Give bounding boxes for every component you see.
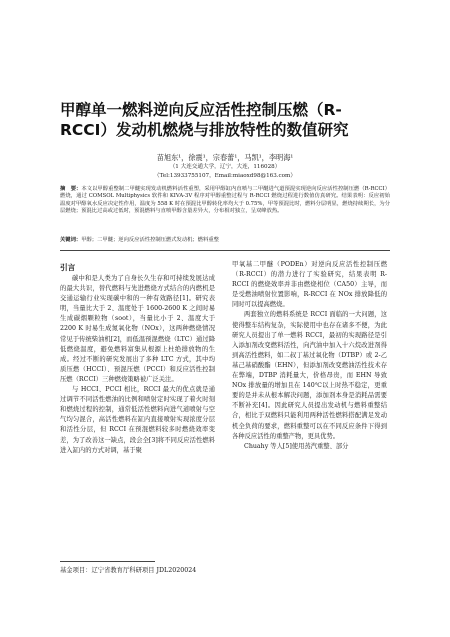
keywords	[60, 237, 390, 244]
right-paragraph-1: 甲氧基二甲醚（PODEn）对逆向反应活性控制压燃（R-RCCI）的潜力进行了实验研究，结果表明 R-RCCI 的燃烧效率并非由燃烧相位（CA50）主导，而是受燃油喷射位置影响，R-RCCI 在 NOx 排放降低的同时可以提高燃烧。	[232, 261, 387, 309]
keywords-text: 甲醇；二甲醚；逆向反应活性控制压燃式发动机；燃料重整	[81, 237, 219, 243]
authors: 苗旭东¹，徐震¹，宗春蕾¹，马凯¹，李明海¹	[156, 153, 294, 162]
section-heading-introduction: 引言	[60, 263, 76, 272]
right-column	[232, 260, 387, 452]
keywords-label: 关键词：	[60, 237, 82, 243]
intro-paragraph-1: 碳中和是人类为了自身长久生存和可持续发展达成的最大共识，替代燃料与先进燃烧方式结合的内燃机是交通运输行业实现碳中和的一种有效路径[1]。研究表明，当量比大于 2、温度处于 1600-2600 K 之间时易生成碳烟颗粒物（soot），当量比小于 2、温度大于 2200 K 时易生成氮氧化物（NOx），这两种燃烧情况常见于传统柴油机[2]，而低温预混燃烧（LTC）通过降低燃烧温度，避免燃料富集从根源上杜绝排放物的生成。经过不断的研究发展出了多种 LTC 方式，其中均质压燃（HCCI）、预混压燃（PCCI）和反应活性控制压燃（RCCI）三种燃烧策略被广泛关注。	[60, 275, 215, 383]
intro-paragraph-2: 与 HCCI、PCCI 相比，RCCI 最大的优点就是通过调节不同活性燃油的比例和喷射定时实现了着火时刻和燃烧过程的控制，通常低活性燃料向进气道喷射与空气均匀混合，高活性燃料在缸内直接喷射实现浓度分层和活性分层，但 RCCI 在预混燃料较多时燃烧效率变差，为了改善这一缺点，段会全[3]将不同反应活性燃料进入缸内的方式对调，基于聚	[60, 386, 215, 454]
abstract	[60, 186, 390, 215]
footnote-funding: 基金项目：辽宁省教育厅科研项目 JDL2020024	[60, 567, 197, 574]
footnote-divider	[60, 561, 155, 562]
title-line-2: RCCI）发动机燃烧与排放特性的数值研究	[60, 121, 349, 139]
left-column	[60, 262, 215, 456]
title-line-1: 甲醇单一燃料逆向反应活性控制压燃（R-	[60, 101, 342, 119]
header-divider	[60, 250, 390, 251]
right-paragraph-3: Chuahy 等人[5]使用蒸汽重整、部分	[244, 442, 349, 450]
affiliation: （1 大连交通大学，辽宁，大连，116028）	[169, 164, 281, 170]
abstract-text: 本文以甲醇重整制二甲醚实现发动机燃料活性重塑，采用甲醇缸内直喷与二甲醚进气道预混实现逆向反应活性控制压燃（R-RCCI）燃烧，通过 COMSOL Multiphysics 软件和 KIVA-3V 程序对甲醇重整过程与 R-RCCI 燃烧过程进行数值仿真研究。结果表明：反应初始温度对甲醇氧水反应决定性作用，温度为 558 K 时在预混比甲醇转化率均大于 0.75%，甲等预混比时，燃料分层明显，燃烧持续期长，为分层燃烧；预混比过高或过低时，预混燃料与直喷甲醇含量差异大，分布相对独立，呈双峰放热。	[60, 186, 390, 214]
right-paragraph-2: 两套独立的燃料系统是 RCCI 面临的一大问题，这使得整车结构复杂，实际使用中也存在诸多不便，为此研究人员提出了单一燃料 RCCI，最初的实现路径是引入添加剂改变燃料活性，向汽油中加入十六烷改进剂得到高活性燃料，如二叔丁基过氧化物（DTBP）或 2-乙基己基硝酸酯（EHN），但添加剂改变燃油活性技术存在弊端，DTBP 消耗量大，价格昂贵，而 EHN 导致 NOx 排放量的增加且在 140℃以上时热不稳定，更重要的是并未从根本解决问题，添加剂本身是消耗品需要不断补充[4]。因此研究人员提出发动机与燃料重整结合，相比于双燃料只能利用两种活性燃料搭配满足发动机全负荷的要求，燃料重整可以在不同反应条件下得到各种反应活性的重整产物，更具优势。	[232, 311, 387, 440]
paper-title	[60, 100, 390, 140]
contact-info: （Tel:13933755107，Email:miaoxd98@163.com）	[154, 173, 296, 179]
abstract-label: 摘 要：	[60, 186, 82, 192]
